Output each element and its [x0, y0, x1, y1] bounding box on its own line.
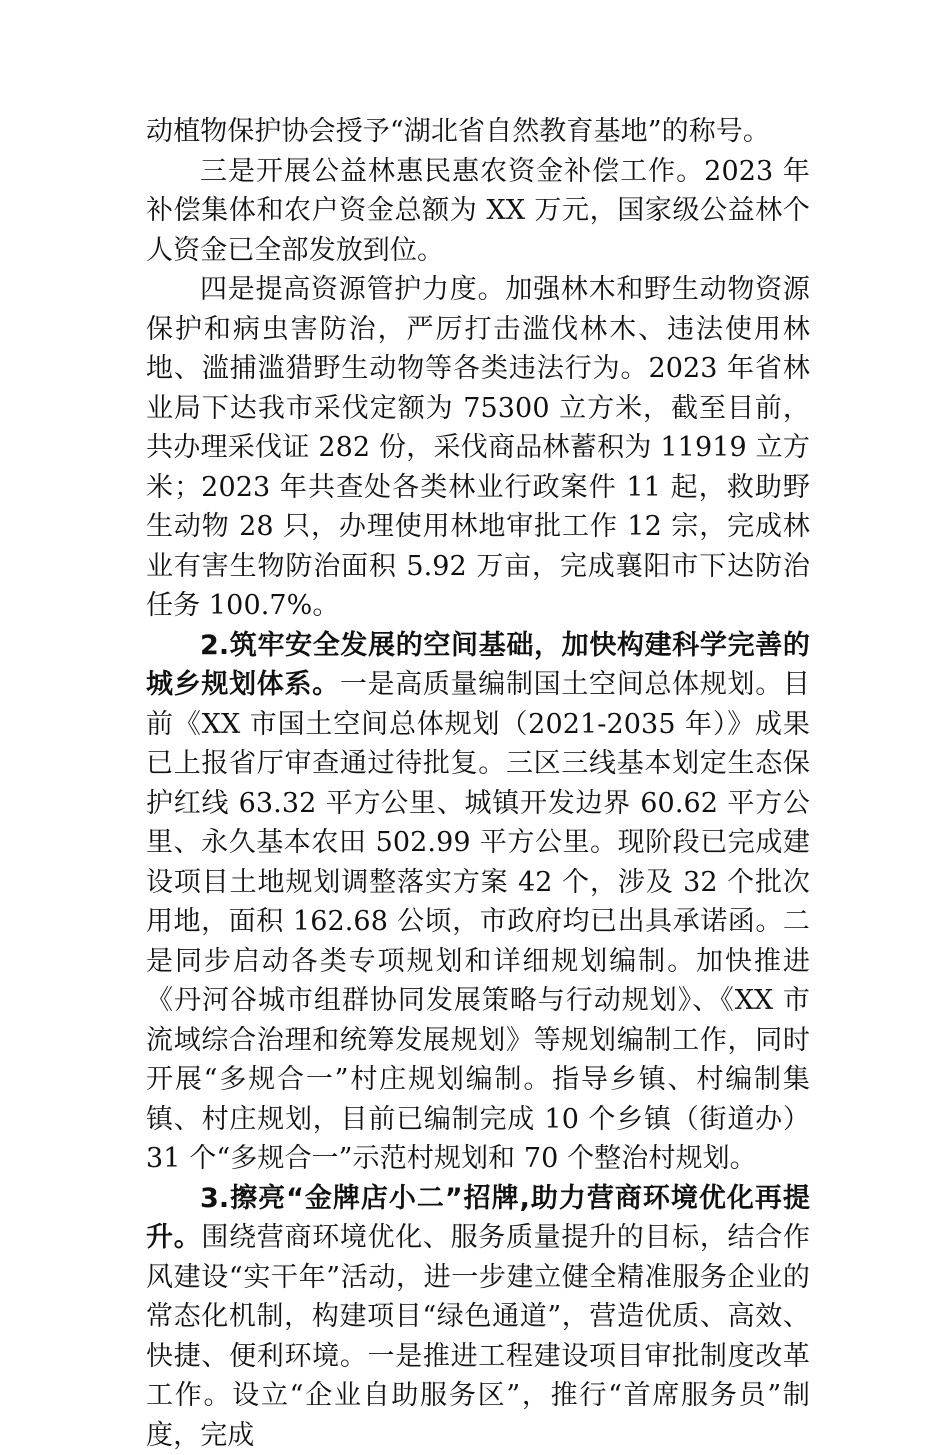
section-heading: 3.擦亮“金牌店小二”招牌,助力营商环境优化再提升。 [146, 1183, 810, 1254]
paragraph-1 [146, 112, 810, 152]
paragraph-text: 围绕营商环境优化、服务质量提升的目标，结合作风建设“实干年”活动，进一步建立健全精准服务企业的常态化机制，构建项目“绿色通道”，营造优质、高效、快捷、便利环境。一是推进工程建设项目审批制度改革工作。设立“企业自助服务区”，推行“首席服务员”制度，完成 [146, 1222, 810, 1451]
paragraph-3 [146, 270, 810, 626]
section-heading: 2.筑牢安全发展的空间基础，加快构建科学完善的城乡规划体系。 [146, 630, 810, 701]
paragraph-text: 三是开展公益林惠民惠农资金补偿工作。2023 年补偿集体和农户资金总额为 XX 万元，国家级公益林个人资金已全部发放到位。 [146, 156, 810, 266]
paragraph-4 [146, 626, 810, 1179]
paragraph-text: 一是高质量编制国土空间总体规划。目前《XX 市国土空间总体规划（2021-2035 年）》成果已上报省厅审查通过待批复。三区三线基本划定生态保护红线 63.32 平方公里、城镇开发边界 60.62 平方公里、永久基本农田 502.99 平方公里。现阶段已完成建设项目土地规划调整落实方案 42 个，涉及 32 个批次用地，面积 162.68 公顷，市政府均已出具承诺函。二是同步启动各类专项规划和详细规划编制。加快推进《丹河谷城市组群协同发展策略与行动规划》、《XX 市流域综合治理和统筹发展规划》等规划编制工作，同时开展“多规合一”村庄规划编制。指导乡镇、村编制集镇、村庄规划，目前已编制完成 10 个乡镇（街道办）31 个“多规合一”示范村规划和 70 个整治村规划。 [146, 669, 810, 1174]
paragraph-2 [146, 152, 810, 271]
paragraph-text: 动植物保护协会授予“湖北省自然教育基地”的称号。 [146, 116, 770, 147]
paragraph-text: 四是提高资源管护力度。加强林木和野生动物资源保护和病虫害防治，严厉打击滥伐林木、违法使用林地、滥捕滥猎野生动物等各类违法行为。2023 年省林业局下达我市采伐定额为 75300 立方米，截至目前，共办理采伐证 282 份，采伐商品林蓄积为 11919 立方米；2023 年共查处各类林业行政案件 11 起，救助野生动物 28 只，办理使用林地审批工作 12 宗，完成林业有害生物防治面积 5.92 万亩，完成襄阳市下达防治任务 100.7%。 [146, 274, 810, 621]
document-body [146, 112, 810, 1455]
paragraph-5 [146, 1179, 810, 1455]
